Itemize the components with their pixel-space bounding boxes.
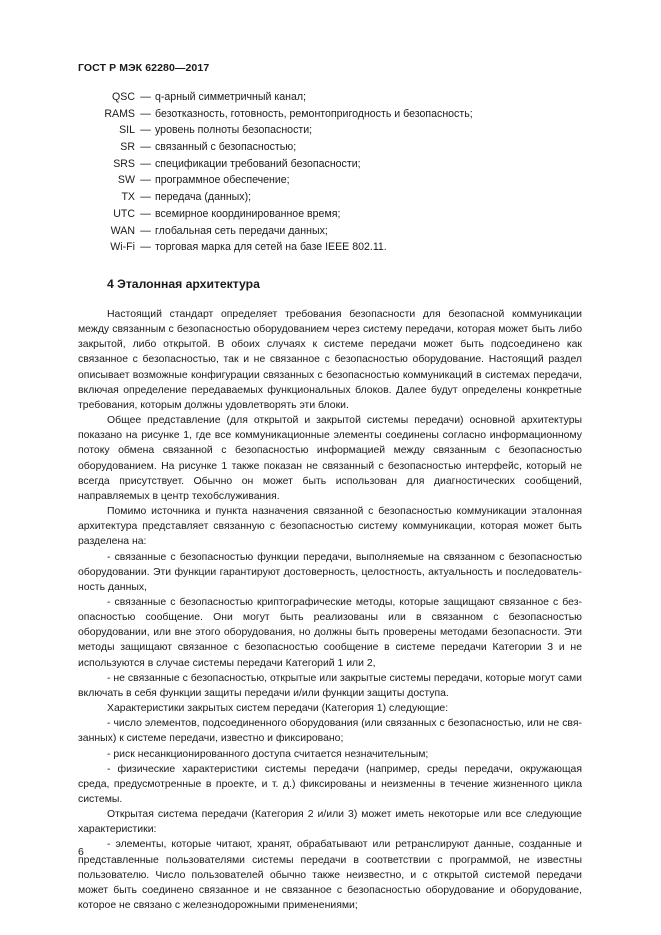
- abbreviation-row: [78, 106, 578, 123]
- abbreviation-row: [78, 156, 578, 173]
- paragraph: Характеристики закрытых систем передачи (Категория 1) следующие:: [107, 703, 449, 715]
- abbreviation-row: [78, 189, 578, 206]
- abbreviation-term: SIL: [119, 124, 135, 137]
- abbreviation-dash: —: [140, 207, 151, 220]
- page-number: 6: [78, 846, 84, 858]
- abbreviation-dash: —: [140, 224, 151, 237]
- abbreviation-definition: торговая марка для сетей на базе IEEE 802.11.: [155, 241, 387, 254]
- list-item: - риск несанкционированного доступа считается незначительным;: [107, 748, 429, 760]
- list-item: - не связанные с безопасностью, открытые или закрытые системы передачи, которые могут сами включать в себя функции защиты передачи и/или функции защиты доступа.: [78, 672, 582, 699]
- abbreviation-term: Wi-Fi: [110, 241, 135, 254]
- list-item: - связанные с безопасностью функции передачи, выполняемые на связанном с безопасностью оборудовании. Эти функции гарантируют достоверность, целостность, актуальность и последовательность данных,: [78, 551, 582, 593]
- list-item: - связанные с безопасностью криптографические методы, которые защищают связанное с безопасностью сообщение. Они могут быть реализованы или в связанном с безопасностью оборудовании, или вне этого оборудования, но должны быть проверены методами безопасности. Эти методы защищают связанное с безопасностью сообщение в системе передачи Категории 3 и не используются в случае системы передачи Категорий 1 или 2,: [78, 596, 582, 669]
- abbreviation-dash: —: [140, 91, 151, 103]
- abbreviation-list: [78, 89, 578, 256]
- list-item: - число элементов, подсоединенного оборудования (или связанных с безопасностью, или не связанных) к системе передачи, известно и фиксировано;: [78, 718, 582, 745]
- abbreviation-definition: q-арный симметричный канал;: [155, 91, 306, 103]
- paragraph: Открытая система передачи (Категория 2 и/или 3) может иметь некоторые или все следующие характеристики:: [78, 809, 582, 836]
- abbreviation-row: [78, 239, 578, 256]
- abbreviation-term: RAMS: [104, 107, 135, 120]
- abbreviation-definition: передача (данных);: [155, 191, 252, 204]
- abbreviation-row: [78, 139, 578, 156]
- abbreviation-term: UTC: [113, 207, 135, 220]
- abbreviation-term: QSC: [112, 91, 135, 103]
- abbreviation-definition: спецификации требований безопасности;: [155, 157, 361, 170]
- abbreviation-row: [78, 206, 578, 223]
- abbreviation-definition: глобальная сеть передачи данных;: [155, 224, 328, 237]
- abbreviation-definition: программное обеспечение;: [155, 174, 290, 187]
- abbreviation-term: SW: [117, 174, 135, 187]
- paragraph: Общее представление (для открытой и закрытой системы передачи) основной архитектуры показано на рисунке 1, где все коммуникационные элементы соединены согласно информационному потоку обмена связанной с безопасностью информацией между связанным с безопасностью оборудованием. На рисунке 1 также показан не связанный с безопасностью интерфейс, который не всегда присутствует. Обычно он может быть использован для диагностических сообщений, направляемых в центр техобслуживания.: [78, 415, 582, 502]
- section-title: 4 Эталонная архитектура: [107, 277, 260, 291]
- paragraph: Помимо источника и пункта назначения связанной с безопасностью коммуникации эталонная архитектура представляет связанную с безопасностью систему коммуникации, которая может быть разделена на:: [78, 506, 582, 548]
- abbreviation-row: [78, 172, 578, 189]
- abbreviation-term: TX: [121, 191, 135, 204]
- abbreviation-row: [78, 122, 578, 139]
- abbreviation-dash: —: [140, 107, 151, 120]
- abbreviation-definition: уровень полноты безопасности;: [155, 124, 313, 137]
- abbreviation-dash: —: [140, 191, 151, 204]
- abbreviation-term: WAN: [110, 224, 135, 237]
- abbreviation-definition: безотказность, готовность, ремонтопригодность и безопасность;: [155, 107, 473, 120]
- abbreviation-definition: связанный с безопасностью;: [155, 141, 297, 154]
- abbreviation-term: SR: [120, 141, 135, 154]
- abbreviation-term: SRS: [113, 157, 135, 170]
- paragraph: Настоящий стандарт определяет требования безопасности для безопасной коммуникации между связанным с безопасностью оборудованием через систему передачи, которая может быть либо закрытой, либо открытой. В обоих случаях к системе передачи может быть подсоединено как связанное с безопасностью, так и не связанное с безопасностью оборудование. Настоящий раздел описывает возможные конфигурации связанных с безопасностью коммуникаций в системах передачи, включая определение передаваемых функциональных блоков. Далее будут определены конкретные требования, которым должны удовлетворять эти блоки.: [78, 309, 582, 411]
- abbreviation-definition: всемирное координированное время;: [155, 207, 341, 220]
- abbreviation-dash: —: [140, 157, 151, 170]
- section-body: [78, 307, 582, 913]
- abbreviation-row: [78, 89, 578, 106]
- abbreviation-row: [78, 223, 578, 240]
- abbreviation-dash: —: [140, 241, 151, 254]
- list-item: - физические характеристики системы передачи (например, среды передачи, окружающая среда, предусмотренные в проекте, и т. д.) фиксированы и неизменны в течение жизненного цикла системы.: [78, 763, 582, 805]
- abbreviation-dash: —: [140, 174, 151, 187]
- list-item: - элементы, которые читают, хранят, обрабатывают или ретранслируют данные, созданные и представленные пользователями системы передачи в соответствии с программой, не известны пользователю. Число пользователей обычно также неизвестно, и с открытой системой передачи может быть соединено связанное и не связанное с безопасностью оборудование и оборудование, которое не связано с железнодорожными применениями;: [78, 839, 582, 912]
- document-header: ГОСТ Р МЭК 62280—2017: [78, 62, 210, 74]
- abbreviation-dash: —: [140, 124, 151, 137]
- abbreviation-dash: —: [140, 141, 151, 154]
